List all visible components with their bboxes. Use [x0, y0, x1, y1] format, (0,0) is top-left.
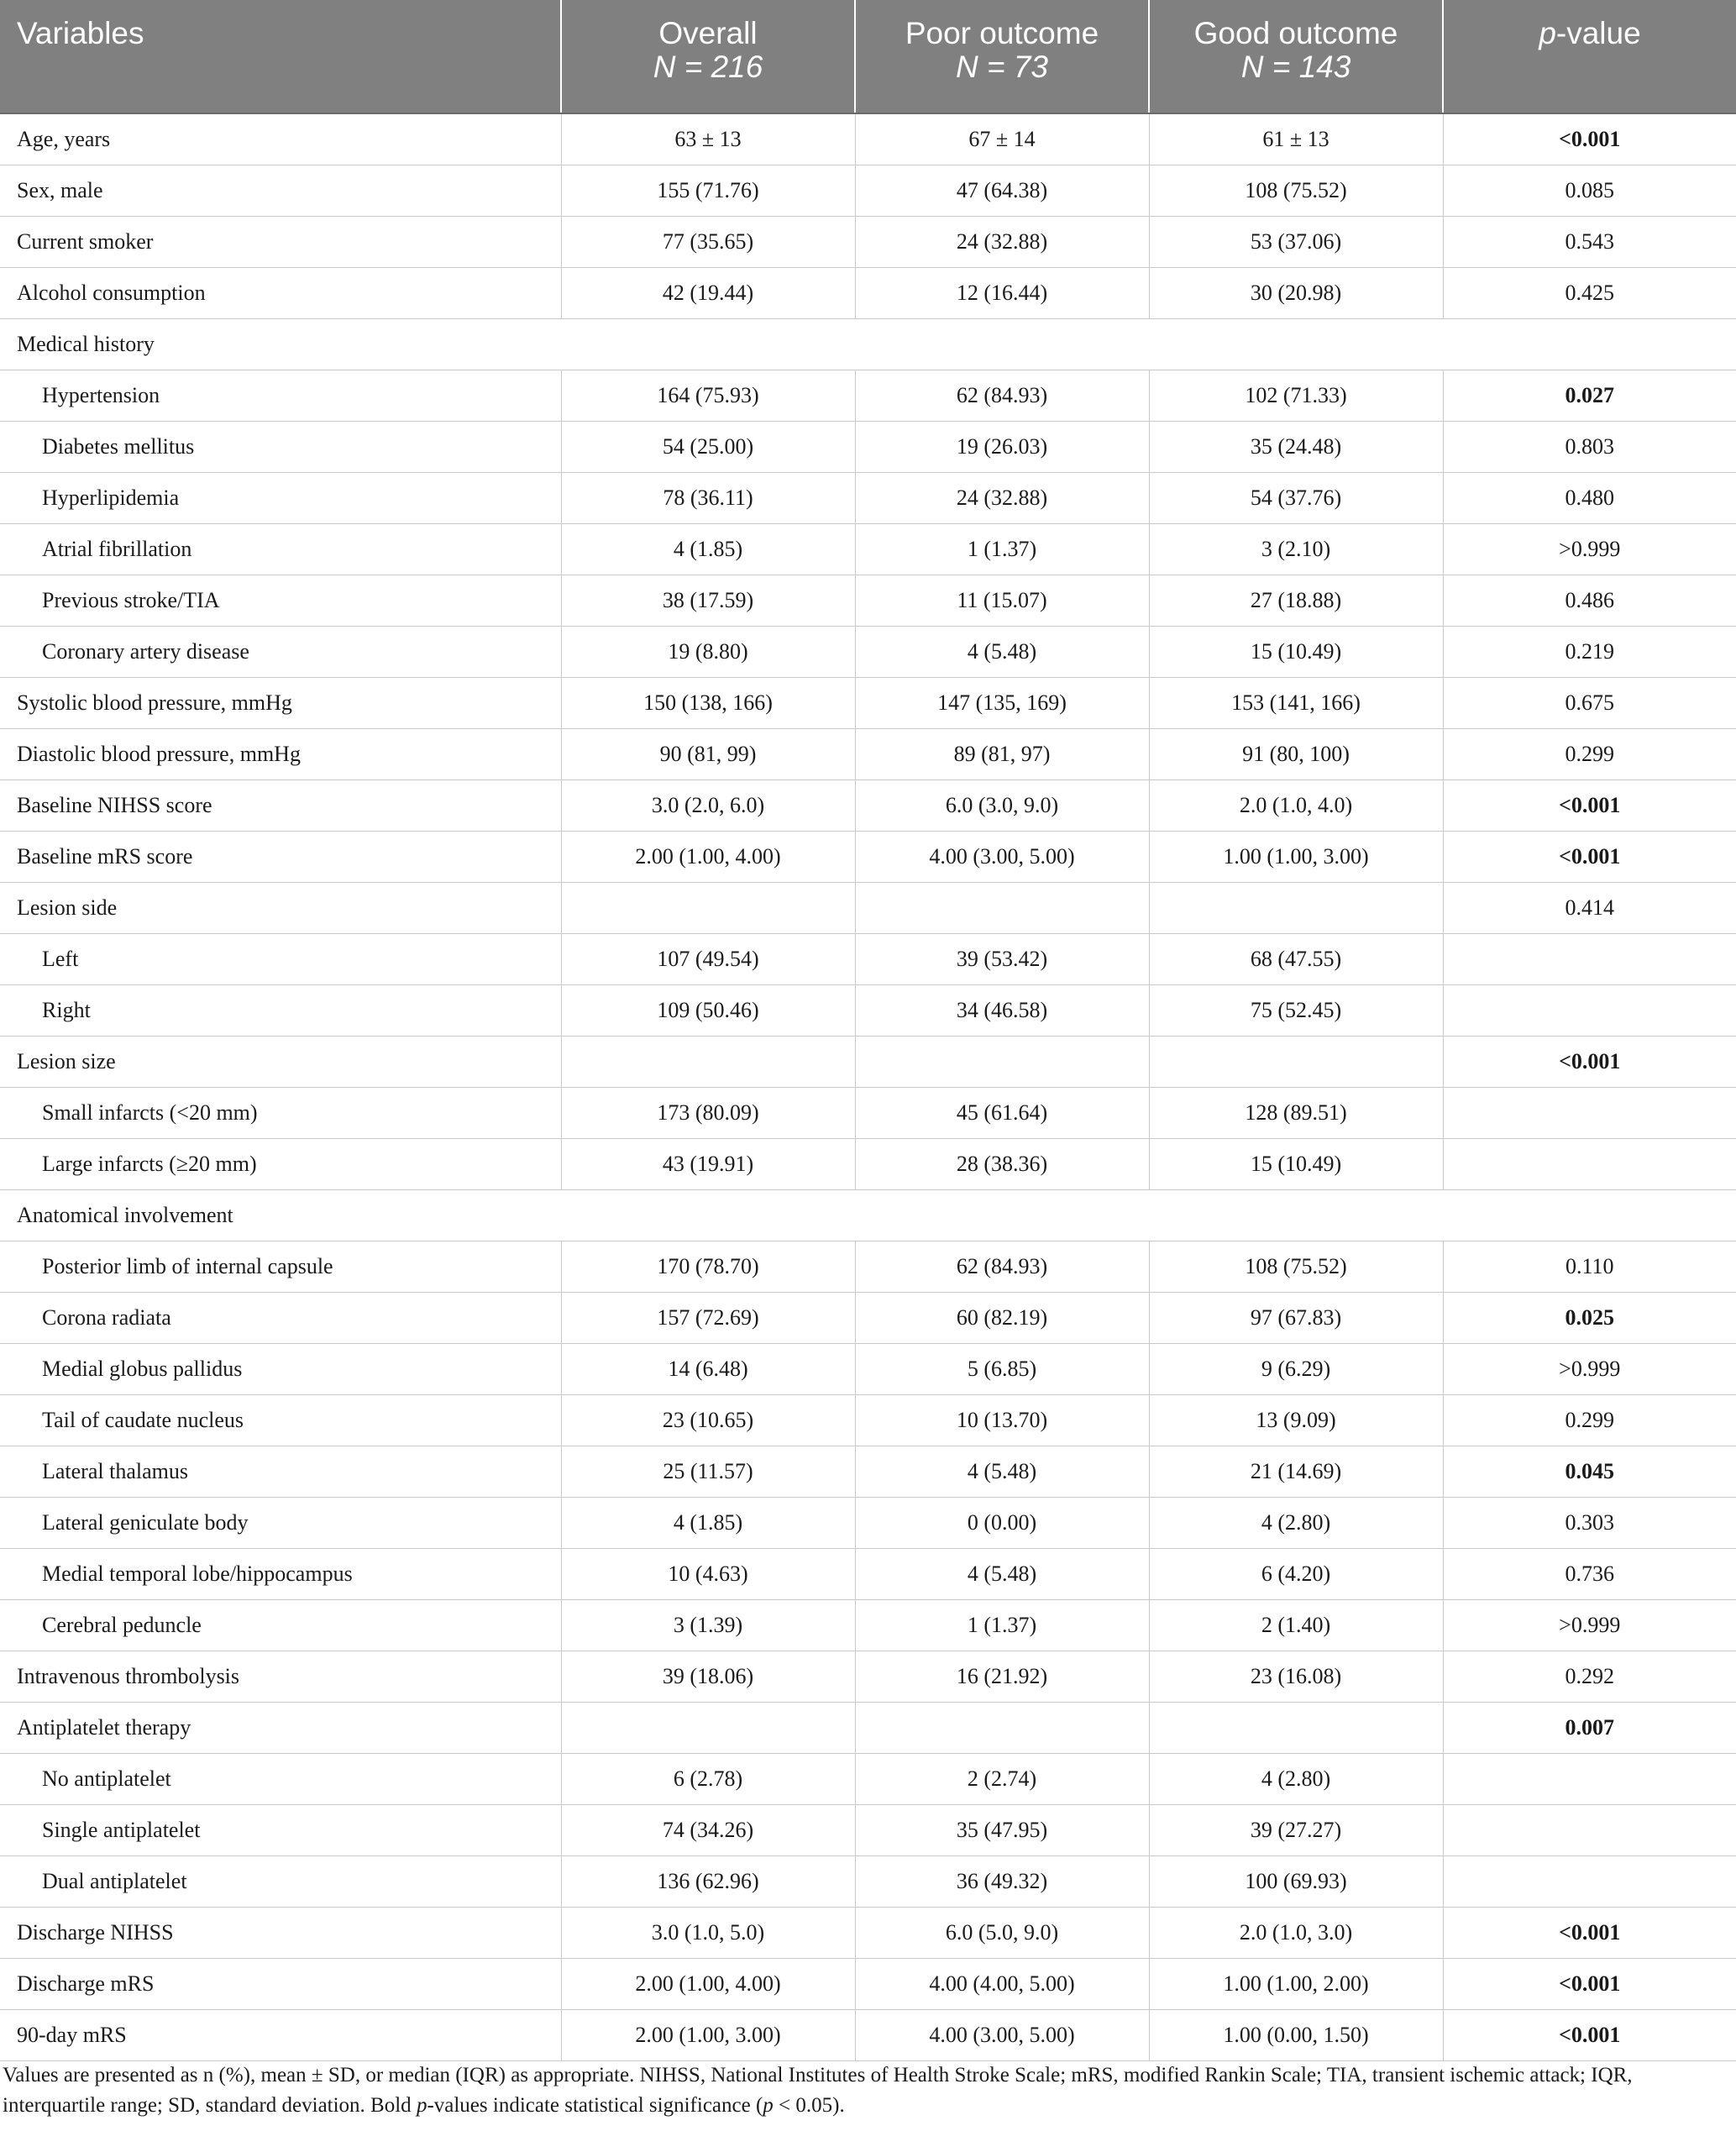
cell-p-value: 0.675	[1443, 678, 1736, 729]
table-row	[0, 165, 1736, 217]
cell-poor-outcome: 36 (49.32)	[855, 1856, 1149, 1908]
table-row	[0, 1395, 1736, 1446]
row-label: Discharge NIHSS	[0, 1908, 561, 1959]
cell-overall: 109 (50.46)	[561, 985, 855, 1037]
cell-overall: 19 (8.80)	[561, 627, 855, 678]
cell-p-value: <0.001	[1443, 1908, 1736, 1959]
cell-p-value: >0.999	[1443, 1600, 1736, 1651]
cell-good-outcome: 2.0 (1.0, 4.0)	[1149, 780, 1443, 832]
cell-overall: 155 (71.76)	[561, 165, 855, 217]
row-label: Discharge mRS	[0, 1959, 561, 2010]
cell-p-value: <0.001	[1443, 2010, 1736, 2061]
row-label: Corona radiata	[0, 1293, 561, 1344]
cell-good-outcome: 128 (89.51)	[1149, 1088, 1443, 1139]
cell-overall: 39 (18.06)	[561, 1651, 855, 1703]
cell-overall: 173 (80.09)	[561, 1088, 855, 1139]
cell-p-value: <0.001	[1443, 1037, 1736, 1088]
cell-poor-outcome: 1 (1.37)	[855, 524, 1149, 575]
cell-poor-outcome: 4 (5.48)	[855, 627, 1149, 678]
row-label: No antiplatelet	[0, 1754, 561, 1805]
table-row	[0, 370, 1736, 422]
cell-good-outcome: 13 (9.09)	[1149, 1395, 1443, 1446]
cell-poor-outcome: 89 (81, 97)	[855, 729, 1149, 780]
cell-p-value: 0.480	[1443, 473, 1736, 524]
cell-overall: 150 (138, 166)	[561, 678, 855, 729]
row-label: Right	[0, 985, 561, 1037]
row-label: Intravenous thrombolysis	[0, 1651, 561, 1703]
row-label: Previous stroke/TIA	[0, 575, 561, 627]
cell-poor-outcome: 4.00 (4.00, 5.00)	[855, 1959, 1149, 2010]
table-row	[0, 985, 1736, 1037]
cell-p-value: 0.299	[1443, 729, 1736, 780]
cell-overall: 136 (62.96)	[561, 1856, 855, 1908]
cell-poor-outcome: 47 (64.38)	[855, 165, 1149, 217]
cell-poor-outcome: 35 (47.95)	[855, 1805, 1149, 1856]
cell-p-value: 0.292	[1443, 1651, 1736, 1703]
cell-p-value: 0.486	[1443, 575, 1736, 627]
cell-p-value: >0.999	[1443, 1344, 1736, 1395]
table-row	[0, 1446, 1736, 1498]
cell-good-outcome: 1.00 (1.00, 3.00)	[1149, 832, 1443, 883]
cell-good-outcome: 1.00 (1.00, 2.00)	[1149, 1959, 1443, 2010]
cell-p-value: 0.219	[1443, 627, 1736, 678]
table-row	[0, 883, 1736, 934]
table-row	[0, 934, 1736, 985]
row-label: Large infarcts (≥20 mm)	[0, 1139, 561, 1190]
cell-poor-outcome: 62 (84.93)	[855, 370, 1149, 422]
table-row	[0, 575, 1736, 627]
cell-p-value: >0.999	[1443, 524, 1736, 575]
row-label: Dual antiplatelet	[0, 1856, 561, 1908]
cell-p-value: 0.803	[1443, 422, 1736, 473]
header-good-outcome: Good outcome N = 143	[1149, 0, 1443, 113]
table-row	[0, 1190, 1736, 1241]
cell-good-outcome: 91 (80, 100)	[1149, 729, 1443, 780]
header-p-value: p-value	[1443, 0, 1736, 113]
table-row	[0, 1344, 1736, 1395]
table-row	[0, 1908, 1736, 1959]
cell-good-outcome: 108 (75.52)	[1149, 165, 1443, 217]
header-poor-outcome: Poor outcome N = 73	[855, 0, 1149, 113]
cell-poor-outcome: 45 (61.64)	[855, 1088, 1149, 1139]
table-row	[0, 1241, 1736, 1293]
cell-overall: 77 (35.65)	[561, 217, 855, 268]
cell-overall	[561, 883, 855, 934]
cell-overall: 157 (72.69)	[561, 1293, 855, 1344]
table-row	[0, 1703, 1736, 1754]
cell-overall: 54 (25.00)	[561, 422, 855, 473]
row-label: Current smoker	[0, 217, 561, 268]
table-row	[0, 524, 1736, 575]
cell-p-value	[1443, 1856, 1736, 1908]
cell-overall: 3 (1.39)	[561, 1600, 855, 1651]
cell-overall	[561, 1037, 855, 1088]
cell-good-outcome: 9 (6.29)	[1149, 1344, 1443, 1395]
cell-p-value: 0.045	[1443, 1446, 1736, 1498]
cell-p-value: 0.303	[1443, 1498, 1736, 1549]
cell-good-outcome	[1149, 1037, 1443, 1088]
cell-p-value: 0.543	[1443, 217, 1736, 268]
cell-poor-outcome: 2 (2.74)	[855, 1754, 1149, 1805]
row-label: Lateral geniculate body	[0, 1498, 561, 1549]
section-label: Medical history	[0, 319, 1736, 370]
cell-good-outcome: 15 (10.49)	[1149, 627, 1443, 678]
cell-overall: 63 ± 13	[561, 113, 855, 165]
section-label: Anatomical involvement	[0, 1190, 1736, 1241]
table-row	[0, 1549, 1736, 1600]
cell-p-value	[1443, 934, 1736, 985]
cell-poor-outcome: 147 (135, 169)	[855, 678, 1149, 729]
table-row	[0, 1651, 1736, 1703]
row-label: Single antiplatelet	[0, 1805, 561, 1856]
cell-poor-outcome: 0 (0.00)	[855, 1498, 1149, 1549]
cell-p-value: 0.736	[1443, 1549, 1736, 1600]
cell-good-outcome: 75 (52.45)	[1149, 985, 1443, 1037]
row-label: Lesion size	[0, 1037, 561, 1088]
cell-overall: 2.00 (1.00, 4.00)	[561, 1959, 855, 2010]
row-label: Baseline NIHSS score	[0, 780, 561, 832]
row-label: Coronary artery disease	[0, 627, 561, 678]
row-label: Small infarcts (<20 mm)	[0, 1088, 561, 1139]
table-body	[0, 113, 1736, 2061]
cell-overall	[561, 1703, 855, 1754]
cell-poor-outcome: 4 (5.48)	[855, 1446, 1149, 1498]
cell-poor-outcome: 6.0 (3.0, 9.0)	[855, 780, 1149, 832]
cell-poor-outcome: 24 (32.88)	[855, 473, 1149, 524]
table-row	[0, 268, 1736, 319]
cell-good-outcome: 39 (27.27)	[1149, 1805, 1443, 1856]
cell-poor-outcome: 6.0 (5.0, 9.0)	[855, 1908, 1149, 1959]
cell-poor-outcome: 4.00 (3.00, 5.00)	[855, 2010, 1149, 2061]
cell-overall: 23 (10.65)	[561, 1395, 855, 1446]
cell-p-value: 0.007	[1443, 1703, 1736, 1754]
header-overall: Overall N = 216	[561, 0, 855, 113]
table-row	[0, 780, 1736, 832]
header-good-n: N = 143	[1240, 50, 1351, 84]
table-row	[0, 113, 1736, 165]
cell-p-value: 0.085	[1443, 165, 1736, 217]
cell-good-outcome: 3 (2.10)	[1149, 524, 1443, 575]
cell-good-outcome: 15 (10.49)	[1149, 1139, 1443, 1190]
cell-p-value: 0.025	[1443, 1293, 1736, 1344]
header-overall-n: N = 216	[653, 50, 763, 84]
table-row	[0, 1754, 1736, 1805]
cell-p-value: 0.299	[1443, 1395, 1736, 1446]
table-row	[0, 217, 1736, 268]
table-row	[0, 1856, 1736, 1908]
cell-poor-outcome: 11 (15.07)	[855, 575, 1149, 627]
row-label: Baseline mRS score	[0, 832, 561, 883]
cell-poor-outcome: 12 (16.44)	[855, 268, 1149, 319]
cell-p-value: 0.414	[1443, 883, 1736, 934]
cell-overall: 90 (81, 99)	[561, 729, 855, 780]
row-label: Systolic blood pressure, mmHg	[0, 678, 561, 729]
cell-overall: 2.00 (1.00, 4.00)	[561, 832, 855, 883]
cell-good-outcome: 97 (67.83)	[1149, 1293, 1443, 1344]
cell-good-outcome: 2 (1.40)	[1149, 1600, 1443, 1651]
cell-good-outcome: 54 (37.76)	[1149, 473, 1443, 524]
cell-overall: 3.0 (2.0, 6.0)	[561, 780, 855, 832]
row-label: Antiplatelet therapy	[0, 1703, 561, 1754]
cell-good-outcome: 21 (14.69)	[1149, 1446, 1443, 1498]
row-label: Tail of caudate nucleus	[0, 1395, 561, 1446]
cell-good-outcome: 2.0 (1.0, 3.0)	[1149, 1908, 1443, 1959]
cell-p-value: <0.001	[1443, 832, 1736, 883]
table-row	[0, 1139, 1736, 1190]
cell-good-outcome: 6 (4.20)	[1149, 1549, 1443, 1600]
row-label: 90-day mRS	[0, 2010, 561, 2061]
row-label: Alcohol consumption	[0, 268, 561, 319]
cell-overall: 4 (1.85)	[561, 524, 855, 575]
cell-poor-outcome: 4 (5.48)	[855, 1549, 1149, 1600]
cell-poor-outcome: 24 (32.88)	[855, 217, 1149, 268]
cell-poor-outcome: 34 (46.58)	[855, 985, 1149, 1037]
table-row	[0, 2010, 1736, 2061]
table-footnote: Values are presented as n (%), mean ± SD, or median (IQR) as appropriate. NIHSS, National Institutes of Health Stroke Scale; mRS, modified Rankin Scale; TIA, transient ischemic attack; IQR, interquartile range; SD, standard deviation. Bold p-values indicate statistical significance (p < 0.05).	[3, 2064, 1633, 2117]
cell-good-outcome: 4 (2.80)	[1149, 1498, 1443, 1549]
cell-p-value: 0.027	[1443, 370, 1736, 422]
row-label: Sex, male	[0, 165, 561, 217]
row-label: Left	[0, 934, 561, 985]
cell-overall: 6 (2.78)	[561, 1754, 855, 1805]
cell-poor-outcome: 5 (6.85)	[855, 1344, 1149, 1395]
header-poor-n: N = 73	[955, 50, 1049, 84]
table-row	[0, 729, 1736, 780]
table-row	[0, 1088, 1736, 1139]
cell-overall: 2.00 (1.00, 3.00)	[561, 2010, 855, 2061]
row-label: Lateral thalamus	[0, 1446, 561, 1498]
row-label: Diabetes mellitus	[0, 422, 561, 473]
cell-overall: 14 (6.48)	[561, 1344, 855, 1395]
cell-poor-outcome: 67 ± 14	[855, 113, 1149, 165]
header-variables: Variables	[0, 0, 561, 113]
row-label: Lesion side	[0, 883, 561, 934]
cell-good-outcome: 61 ± 13	[1149, 113, 1443, 165]
cell-p-value: 0.110	[1443, 1241, 1736, 1293]
cell-good-outcome: 4 (2.80)	[1149, 1754, 1443, 1805]
table-row	[0, 319, 1736, 370]
row-label: Hyperlipidemia	[0, 473, 561, 524]
cell-poor-outcome: 19 (26.03)	[855, 422, 1149, 473]
cell-overall: 170 (78.70)	[561, 1241, 855, 1293]
cell-poor-outcome: 62 (84.93)	[855, 1241, 1149, 1293]
cell-poor-outcome: 16 (21.92)	[855, 1651, 1149, 1703]
table-row	[0, 1037, 1736, 1088]
cell-overall: 3.0 (1.0, 5.0)	[561, 1908, 855, 1959]
table-row	[0, 1498, 1736, 1549]
cell-poor-outcome	[855, 883, 1149, 934]
cell-good-outcome: 1.00 (0.00, 1.50)	[1149, 2010, 1443, 2061]
table-row	[0, 1959, 1736, 2010]
table-row	[0, 1293, 1736, 1344]
cell-p-value	[1443, 1088, 1736, 1139]
row-label: Hypertension	[0, 370, 561, 422]
cell-overall: 43 (19.91)	[561, 1139, 855, 1190]
table-row	[0, 422, 1736, 473]
cell-poor-outcome	[855, 1037, 1149, 1088]
row-label: Posterior limb of internal capsule	[0, 1241, 561, 1293]
cell-poor-outcome: 39 (53.42)	[855, 934, 1149, 985]
cell-good-outcome: 27 (18.88)	[1149, 575, 1443, 627]
cell-good-outcome	[1149, 1703, 1443, 1754]
row-label: Medial temporal lobe/hippocampus	[0, 1549, 561, 1600]
cell-p-value: <0.001	[1443, 780, 1736, 832]
cell-p-value	[1443, 1805, 1736, 1856]
cell-good-outcome: 100 (69.93)	[1149, 1856, 1443, 1908]
cell-overall: 78 (36.11)	[561, 473, 855, 524]
table-row	[0, 1600, 1736, 1651]
cell-poor-outcome: 28 (38.36)	[855, 1139, 1149, 1190]
table-row	[0, 627, 1736, 678]
table-header	[0, 0, 1736, 113]
cell-overall: 164 (75.93)	[561, 370, 855, 422]
table-row	[0, 678, 1736, 729]
cell-poor-outcome: 60 (82.19)	[855, 1293, 1149, 1344]
cell-good-outcome: 68 (47.55)	[1149, 934, 1443, 985]
cell-p-value: 0.425	[1443, 268, 1736, 319]
row-label: Atrial fibrillation	[0, 524, 561, 575]
cell-p-value: <0.001	[1443, 113, 1736, 165]
row-label: Medial globus pallidus	[0, 1344, 561, 1395]
cell-overall: 42 (19.44)	[561, 268, 855, 319]
cell-good-outcome: 108 (75.52)	[1149, 1241, 1443, 1293]
cell-overall: 25 (11.57)	[561, 1446, 855, 1498]
cell-overall: 4 (1.85)	[561, 1498, 855, 1549]
cell-good-outcome: 35 (24.48)	[1149, 422, 1443, 473]
cell-poor-outcome	[855, 1703, 1149, 1754]
cell-p-value	[1443, 1754, 1736, 1805]
table-row	[0, 473, 1736, 524]
cell-overall: 74 (34.26)	[561, 1805, 855, 1856]
cell-overall: 38 (17.59)	[561, 575, 855, 627]
cell-p-value	[1443, 1139, 1736, 1190]
cell-overall: 107 (49.54)	[561, 934, 855, 985]
cell-good-outcome: 23 (16.08)	[1149, 1651, 1443, 1703]
cell-poor-outcome: 4.00 (3.00, 5.00)	[855, 832, 1149, 883]
cell-good-outcome: 30 (20.98)	[1149, 268, 1443, 319]
cell-poor-outcome: 1 (1.37)	[855, 1600, 1149, 1651]
cell-good-outcome	[1149, 883, 1443, 934]
table-row	[0, 832, 1736, 883]
row-label: Diastolic blood pressure, mmHg	[0, 729, 561, 780]
cell-good-outcome: 102 (71.33)	[1149, 370, 1443, 422]
cell-poor-outcome: 10 (13.70)	[855, 1395, 1149, 1446]
cell-p-value: <0.001	[1443, 1959, 1736, 2010]
cell-good-outcome: 53 (37.06)	[1149, 217, 1443, 268]
cell-overall: 10 (4.63)	[561, 1549, 855, 1600]
table-row	[0, 1805, 1736, 1856]
cell-good-outcome: 153 (141, 166)	[1149, 678, 1443, 729]
cell-p-value	[1443, 985, 1736, 1037]
row-label: Cerebral peduncle	[0, 1600, 561, 1651]
row-label: Age, years	[0, 113, 561, 165]
